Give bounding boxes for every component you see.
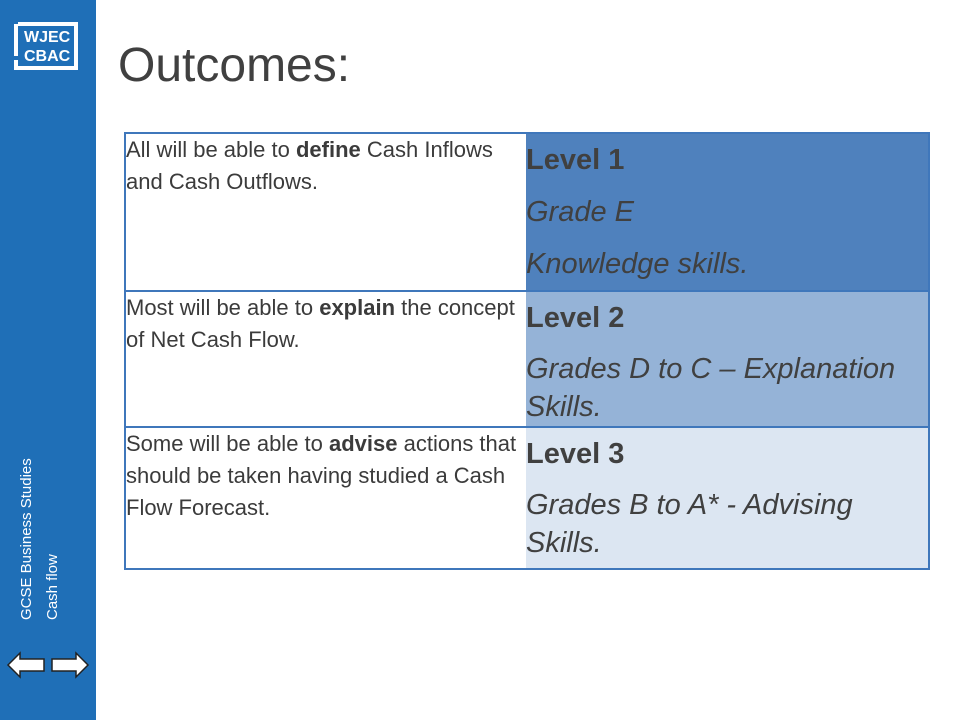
course-name: GCSE Business Studies bbox=[18, 458, 35, 620]
back-arrow-button[interactable] bbox=[6, 650, 46, 680]
level-cell bbox=[526, 291, 929, 427]
logo-line2: CBAC bbox=[24, 48, 71, 65]
level-label: Level 2 bbox=[526, 302, 625, 334]
outcome-description bbox=[125, 133, 526, 291]
wjec-cbac-logo bbox=[12, 20, 80, 72]
sidebar bbox=[0, 0, 96, 720]
forward-arrow-button[interactable] bbox=[50, 650, 90, 680]
outcome-description bbox=[125, 427, 526, 569]
sidebar-course-info bbox=[14, 458, 66, 620]
outcome-text: Cash Inflows and Cash Outflows. bbox=[126, 137, 493, 194]
table-row bbox=[125, 427, 929, 569]
topic-name: Cash flow bbox=[44, 554, 61, 620]
outcome-text: Most will be able to bbox=[126, 295, 320, 320]
outcome-text: actions that should be taken having studied a Cash Flow Forecast. bbox=[126, 431, 517, 520]
level-label: Level 3 bbox=[526, 438, 625, 470]
table-row bbox=[125, 133, 929, 291]
forward-arrow-icon bbox=[50, 650, 90, 680]
outcome-keyword: explain bbox=[319, 295, 396, 320]
logo-line1: WJEC bbox=[24, 29, 71, 46]
outcome-keyword: advise bbox=[329, 431, 398, 456]
level-cell bbox=[526, 427, 929, 569]
back-arrow-icon bbox=[6, 650, 46, 680]
grade-label: Grade E bbox=[526, 196, 634, 228]
outcomes-table bbox=[124, 132, 930, 570]
table-row bbox=[125, 291, 929, 427]
outcome-description bbox=[125, 291, 526, 427]
nav-arrows bbox=[6, 650, 92, 680]
level-label: Level 1 bbox=[526, 144, 625, 176]
outcome-text: the concept of Net Cash Flow. bbox=[126, 295, 515, 352]
grade-label: Grades D to C – Explanation Skills. bbox=[526, 353, 896, 423]
page-title: Outcomes: bbox=[118, 39, 351, 92]
outcome-keyword: define bbox=[295, 137, 361, 162]
skills-label: Knowledge skills. bbox=[526, 248, 749, 280]
grade-label: Grades B to A* - Advising Skills. bbox=[526, 489, 853, 559]
level-cell bbox=[526, 133, 929, 291]
outcome-text: All will be able to bbox=[126, 137, 296, 162]
outcome-text: Some will be able to bbox=[126, 431, 329, 456]
